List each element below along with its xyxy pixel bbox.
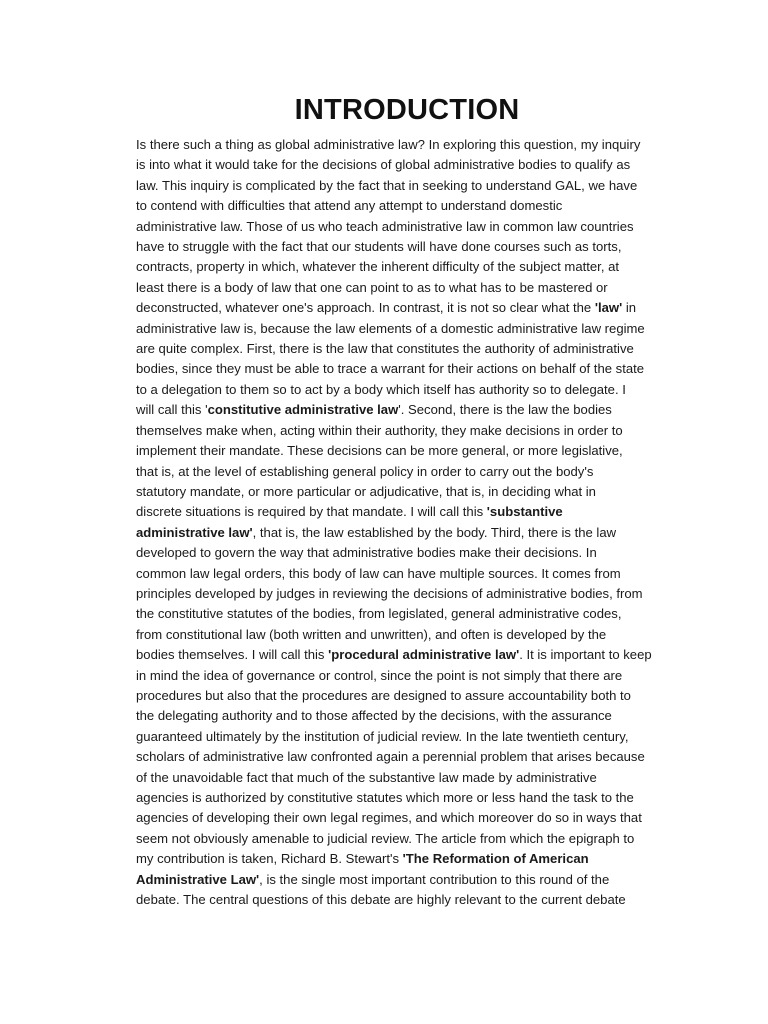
text-line [136,523,678,543]
text-run: in [622,300,637,316]
bold-term: 'law' [594,300,623,316]
body-paragraph [136,135,678,910]
text-line [136,462,678,482]
text-line [136,625,678,645]
text-run: statutory mandate, or more particular or adjudicative, that is, in deciding what in [136,483,596,499]
text-line [136,196,678,216]
text-run: of the unavoidable fact that much of the substantive law made by administrative [136,769,597,785]
text-line [136,155,678,175]
text-run: to contend with difficulties that attend any attempt to understand domestic [136,198,563,214]
text-line [136,808,678,828]
text-line [136,564,678,584]
text-run: are quite complex. First, there is the law that constitutes the authority of administrative [136,341,634,357]
text-run: discrete situations is required by that mandate. I will call this [136,504,487,520]
text-line [136,584,678,604]
text-line [136,380,678,400]
text-run: deconstructed, whatever one's approach. In contrast, it is not so clear what the [136,300,595,316]
text-run: principles developed by judges in reviewing the decisions of administrative bodies, from [136,585,643,601]
text-line [136,237,678,257]
text-line [136,829,678,849]
text-run: bodies themselves. I will call this [136,647,329,663]
text-run: bodies, since they must be able to trace a warrant for their actions on behalf of the state [136,361,645,377]
text-run: administrative law is, because the law elements of a domestic administrative law regime [136,320,645,336]
text-line [136,441,678,461]
text-line [136,543,678,563]
text-line [136,747,678,767]
text-line [136,849,678,869]
text-run: from constitutional law (both written and unwritten), and often is developed by the [136,626,607,642]
text-line [136,278,678,298]
text-run: least there is a body of law that one can point to as to what has to be mastered or [136,279,608,295]
bold-term: administrative law' [136,524,253,540]
text-run: scholars of administrative law confronted again a perennial problem that arises because [136,749,645,765]
text-line [136,666,678,686]
text-line [136,421,678,441]
text-run: . It is important to keep [519,647,652,663]
text-run: is into what it would take for the decisions of global administrative bodies to qualify as [136,157,631,173]
text-line [136,339,678,359]
text-line [136,176,678,196]
text-run: that is, at the level of establishing general policy in order to carry out the body's [136,463,594,479]
text-line [136,217,678,237]
bold-term: 'The Reformation of American [402,851,589,867]
text-line [136,890,678,910]
text-run: common law legal orders, this body of law can have multiple sources. It comes from [136,565,621,581]
text-line [136,706,678,726]
text-line [136,788,678,808]
text-run: , is the single most important contribution to this round of the [259,871,610,887]
text-line [136,686,678,706]
text-run: guaranteed ultimately by the institution of judicial review. In the late twentieth century, [136,728,629,744]
text-line [136,645,678,665]
text-run: themselves make when, acting within their authority, they make decisions in order to [136,422,623,438]
text-run: law. This inquiry is complicated by the fact that in seeking to understand GAL, we have [136,177,638,193]
text-run: in mind the idea of governance or control, since the point is not simply that there are [136,667,623,683]
text-line [136,319,678,339]
text-line [136,359,678,379]
bold-term: constitutive administrative law [207,402,399,418]
text-run: implement their mandate. These decisions can be more general, or more legislative, [136,443,623,459]
text-run: agencies is authorized by constitutive statutes which more or less hand the task to the [136,790,634,805]
text-line [136,604,678,624]
text-run: developed to govern the way that administrative bodies make their decisions. In [136,545,597,561]
text-run: to a delegation to them so to act by a body which itself has authority so to delegate. I [136,381,626,397]
text-line [136,482,678,502]
text-line [136,400,678,420]
text-run: have to struggle with the fact that our students will have done courses such as torts, [136,239,622,255]
bold-term: 'substantive [486,504,563,520]
text-run: debate. The central questions of this debate are highly relevant to the current debate [136,892,626,908]
text-line [136,298,678,318]
text-run: agencies of developing their own legal regimes, and which moreover do so in ways that [136,810,642,826]
text-run: administrative law. Those of us who teach administrative law in common law countries [136,218,634,234]
text-run: , that is, the law established by the body. Third, there is the law [252,524,617,540]
text-run: will call this ' [136,402,208,418]
text-run: seem not obviously amenable to judicial review. The article from which the epigraph to [136,830,635,846]
text-run: the constitutive statutes of the bodies, from legislated, general administrative codes, [136,606,622,622]
text-line [136,727,678,747]
text-run: the delegating authority and to those affected by the decisions, with the assurance [136,708,612,724]
page-title: INTRODUCTION [294,94,520,126]
text-line [136,135,678,155]
text-run: procedures but also that the procedures are designed to assure accountability both to [136,687,631,703]
text-line [136,870,678,890]
text-line [136,768,678,788]
text-run: Is there such a thing as global administrative law? In exploring this question, my inquiry [136,137,641,152]
text-run: my contribution is taken, Richard B. Stewart's [136,851,403,867]
text-run: '. Second, there is the law the bodies [398,402,612,418]
bold-term: 'procedural administrative law' [328,647,520,663]
text-line [136,502,678,522]
text-run: contracts, property in which, whatever the inherent difficulty of the subject matter, at [136,259,620,275]
bold-term: Administrative Law' [136,871,260,887]
text-line [136,257,678,277]
